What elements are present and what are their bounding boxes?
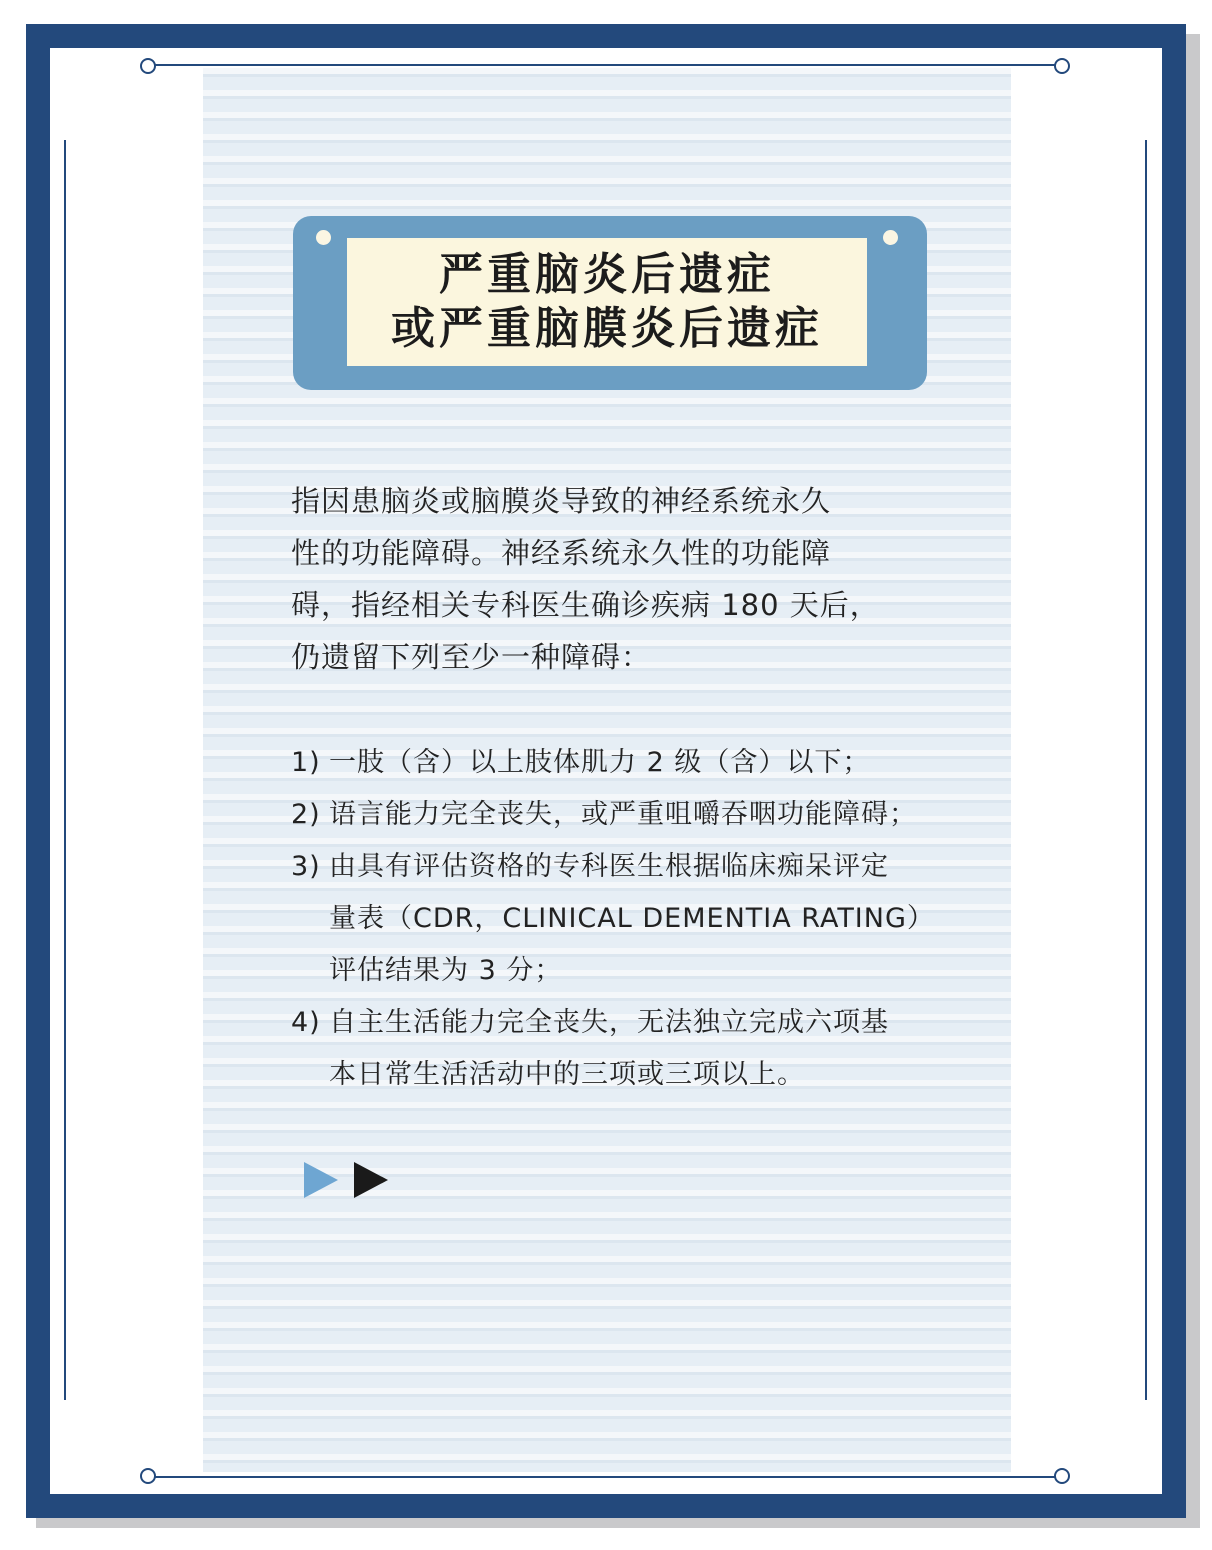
title-line-2: 或严重脑膜炎后遗症	[391, 303, 823, 354]
next-arrows	[304, 1160, 394, 1200]
play-arrow-icon-blue	[304, 1162, 338, 1198]
list-item-text: 本日常生活活动中的三项或三项以上。	[329, 1059, 805, 1090]
list-item	[291, 841, 981, 997]
corner-ornament-tr	[1054, 58, 1070, 74]
list-item-text: 自主生活能力完全丧失，无法独立完成六项基	[329, 1007, 889, 1038]
intro-line: 指因患脑炎或脑膜炎导致的神经系统永久	[291, 484, 832, 518]
intro-line: 性的功能障碍。神经系统永久性的功能障	[291, 536, 832, 570]
list-item-number: 1)	[291, 747, 321, 778]
pin-dot-left-icon	[316, 230, 331, 245]
title-plate	[347, 238, 867, 366]
border-line-bottom	[150, 1476, 1056, 1478]
corner-ornament-br	[1054, 1468, 1070, 1484]
border-line-top	[150, 64, 1056, 66]
title-sign	[293, 216, 927, 390]
list-item-number: 4)	[291, 1007, 321, 1038]
list-item-text: 语言能力完全丧失，或严重咀嚼吞咽功能障碍；	[329, 799, 917, 830]
intro-paragraph	[291, 475, 971, 683]
list-item-text: 评估结果为 3 分；	[329, 955, 563, 986]
list-item-number: 3)	[291, 851, 321, 882]
list-item	[291, 997, 981, 1101]
border-line-left	[64, 140, 66, 1400]
list-item-text: 量表（CDR，CLINICAL DEMENTIA RATING）	[329, 903, 935, 934]
list-item	[291, 789, 981, 841]
corner-ornament-bl	[140, 1468, 156, 1484]
corner-ornament-tl	[140, 58, 156, 74]
list-item-text: 一肢（含）以上肢体肌力 2 级（含）以下；	[329, 747, 871, 778]
intro-line: 碍，指经相关专科医生确诊疾病 180 天后，	[291, 588, 880, 622]
border-line-right	[1145, 140, 1147, 1400]
pin-dot-right-icon	[883, 230, 898, 245]
title-line-1: 严重脑炎后遗症	[439, 249, 775, 300]
list-item	[291, 737, 981, 789]
condition-list	[291, 737, 981, 1101]
play-arrow-icon-black	[354, 1162, 388, 1198]
list-item-text: 由具有评估资格的专科医生根据临床痴呆评定	[329, 851, 889, 882]
list-item-number: 2)	[291, 799, 321, 830]
intro-line: 仍遗留下列至少一种障碍：	[291, 640, 652, 674]
